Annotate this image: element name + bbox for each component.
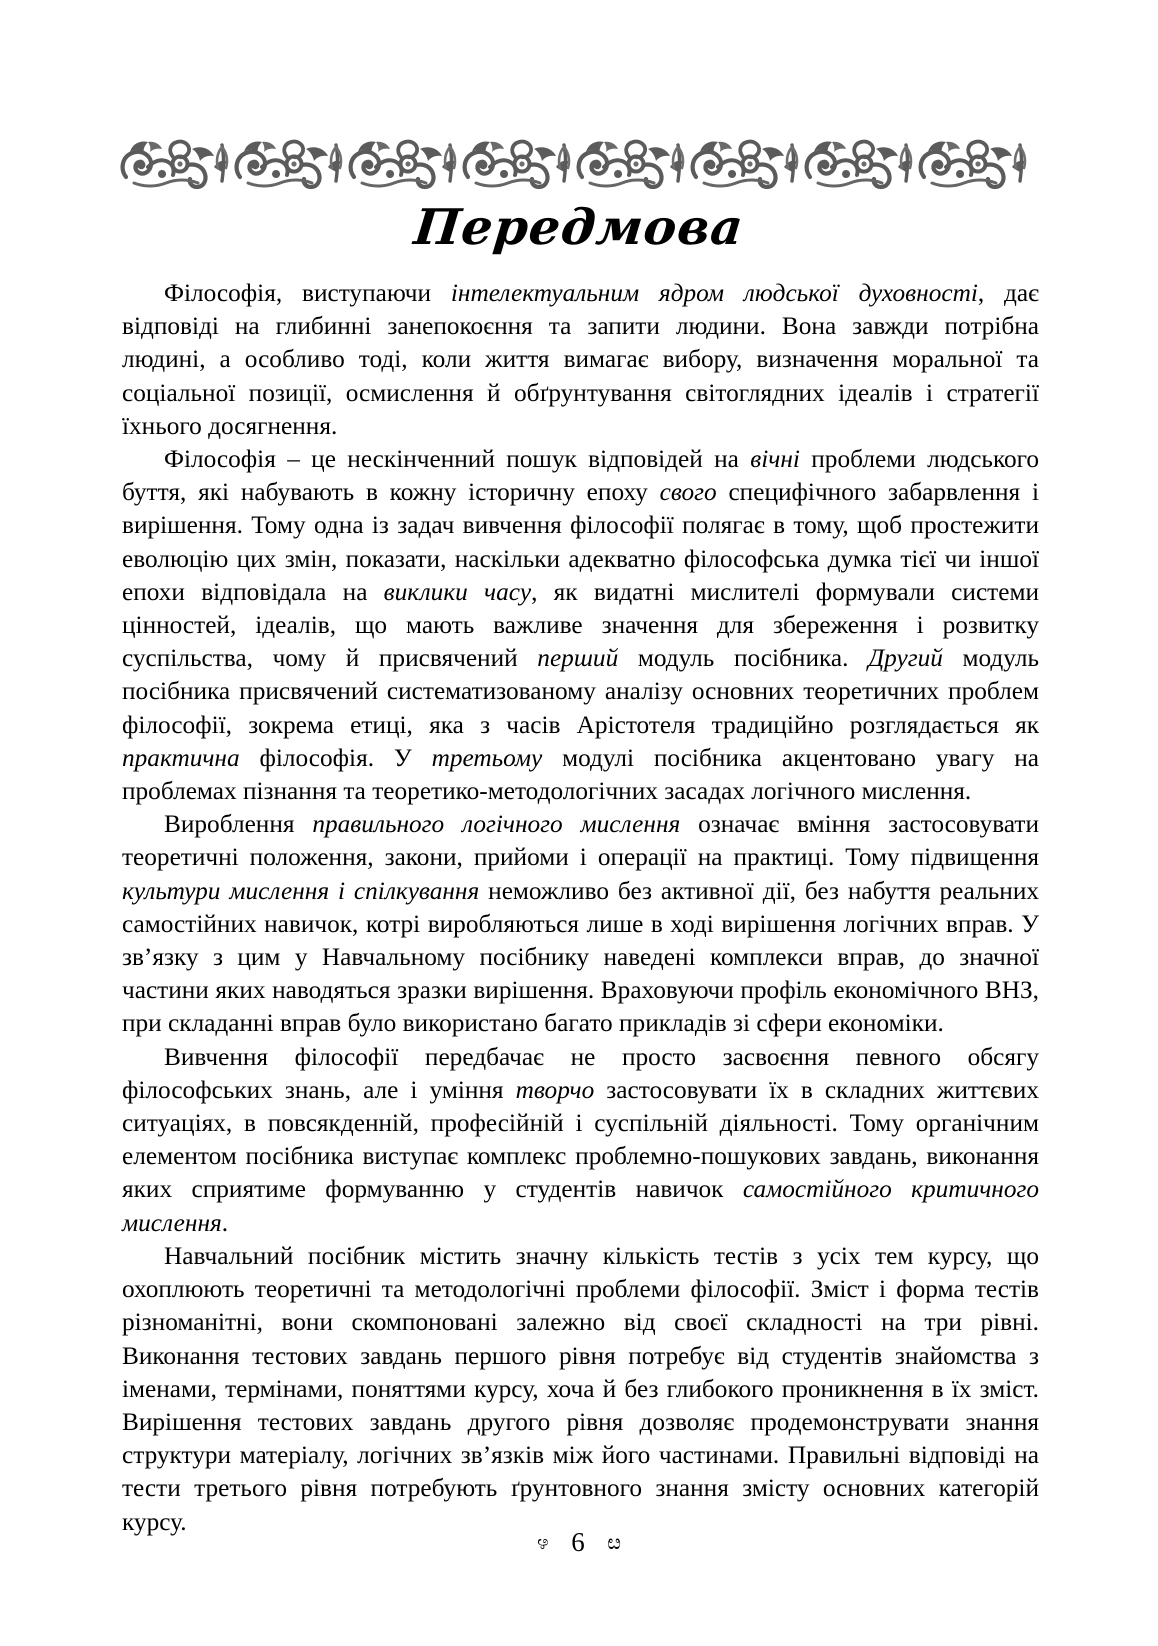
paragraph-2: Філософія – це нескінченний пошук відповідей на вічні проблеми людського буття, які набувають в кожну історичну епоху свого специфічного забарвлення і вирішення. Тому одна із задач вивчення філософії полягає в тому, щоб простежити еволюцію цих змін, показати, наскільки адекватно філософська думка тієї чи іншої епохи відповідала на виклики часу, як видатні мислителі формували системи цінностей, ідеалів, що мають важливе значення для збереження і розвитку суспільства, чому й присвячений перший модуль посібника. Другий модуль посібника присвячений систематизованому аналізу основних теоретичних проблем філософії, зокрема етиці, яка з часів Арістотеля традиційно розглядається як практична філософія. У третьому модулі посібника акцентовано увагу на проблемах пізнання та теоретико-методологічних засадах логічного мислення. <box>122 445 1040 806</box>
footer-ornament-left-icon: ೪ <box>536 1530 549 1554</box>
paragraph-5: Навчальний посібник містить значну кількість тестів з усіх тем курсу, що охоплюють теоретичні та методологічні проблеми філософії. Зміст і форма тестів різноманітні, вони скомпоновані залежно від своєї складності на три рівні. Виконання тестових завдань першого рівня потребує від студентів знайомства з іменами, термінами, поняттями курсу, хоча й без глибокого проникнення в їх зміст. Вирішення тестових завдань другого рівня дозволяє продемонструвати знання структури матеріалу, логічних зв’язків між його частинами. Правильні відповіді на тести третього рівня потребують ґрунтовного знання змісту основних категорій курсу. <box>122 1241 1039 1536</box>
preface-body <box>122 277 1039 1539</box>
page-title: Передмова <box>411 198 747 256</box>
paragraph-4: Вивчення філософії передбачає не просто засвоєння певного обсягу філософських знань, але і уміння творчо застосовувати їх в складних життєвих ситуаціях, в повсякденній, професійній і суспільній діяльності. Тому органічним елементом посібника виступає комплекс проблемно-пошукових завдань, виконання яких сприятиме формуванню у студентів навичок самостійного критичного мислення. <box>122 1042 1039 1237</box>
paragraph-1: Філософія, виступаючи інтелектуальним ядром людської духовності, дає відповіді на глибинні занепокоєння та запити людини. Вона завжди потрібна людині, а особливо тоді, коли життя вимагає вибору, визначення моральної та соціальної позиції, осмислення й обґрунтування світоглядних ідеалів і стратегії їхнього досягнення. <box>122 279 1039 440</box>
paragraph-3: Вироблення правильного логічного мислення означає вміння застосовувати теоретичні положення, закони, прийоми і операції на практиці. Тому підвищення культури мислення і спілкування неможливо без активної дії, без набуття реальних самостійних навичок, котрі виробляються лише в ході вирішення логічних вправ. У зв’язку з цим у Навчальному посібнику наведені комплекси вправ, до значної частини яких наводяться зразки вирішення. Враховуючи профіль економічного ВНЗ, при складанні вправ було використано багато прикладів зі сфери економіки. <box>122 810 1040 1038</box>
page-footer <box>0 1527 1158 1558</box>
decorative-header-ornament <box>118 137 1040 193</box>
page-number: 6 <box>571 1527 585 1557</box>
footer-ornament-right-icon: ೞ <box>607 1530 622 1554</box>
